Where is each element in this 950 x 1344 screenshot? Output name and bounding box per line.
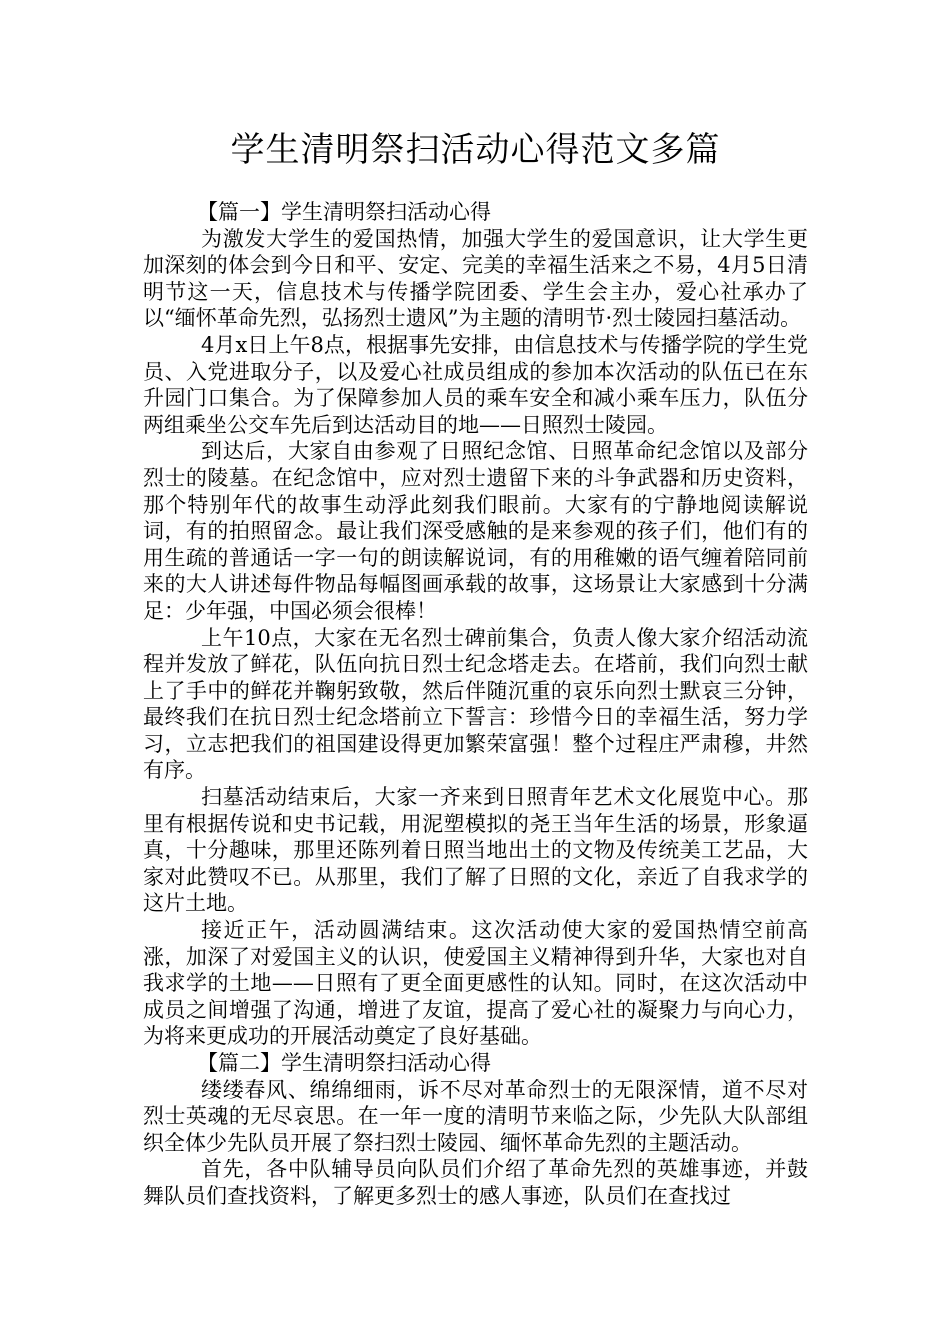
paragraph: 为激发大学生的爱国热情，加强大学生的爱国意识，让大学生更加深刻的体会到今日和平、安定、完美的幸福生活来之不易，4月5日清明节这一天，信息技术与传播学院团委、学生会主办，爱心社承办了以“缅怀革命先烈，弘扬烈士遗风”为主题的清明节·烈士陵园扫墓活动。 [143, 226, 808, 331]
paragraph: 首先，各中队辅导员向队员们介绍了革命先烈的英雄事迹，并鼓舞队员们查找资料，了解更多烈士的感人事迹，队员们在查找过 [143, 1157, 808, 1208]
paragraph: 到达后，大家自由参观了日照纪念馆、日照革命纪念馆以及部分烈士的陵墓。在纪念馆中，应对烈士遗留下来的斗争武器和历史资料，那个特别年代的故事生动浮此刻我们眼前。大家有的宁静地阅读解说词，有的拍照留念。最让我们深受感触的是来参观的孩子们，他们有的用生疏的普通话一字一句的朗读解说词，有的用稚嫩的语气缠着陪同前来的大人讲述每件物品每幅图画承载的故事，这场景让大家感到十分满足：少年强，中国必须会很棒！ [143, 439, 808, 623]
section-1 [143, 199, 808, 1050]
paragraph: 接近正午，活动圆满结束。这次活动使大家的爱国热情空前高涨，加深了对爱国主义的认识，使爱国主义精神得到升华，大家也对自我求学的土地——日照有了更全面更感性的认知。同时，在这次活动中成员之间增强了沟通，增进了友谊，提高了爱心社的凝聚力与向心力，为将来更成功的开展活动奠定了良好基础。 [143, 918, 808, 1049]
paragraph: 上午10点，大家在无名烈士碑前集合，负责人像大家介绍活动流程并发放了鲜花，队伍向抗日烈士纪念塔走去。在塔前，我们向烈士献上了手中的鲜花并鞠躬致敬，然后伴随沉重的哀乐向烈士默哀三分钟，最终我们在抗日烈士纪念塔前立下誓言：珍惜今日的幸福生活，努力学习，立志把我们的祖国建设得更加繁荣富强！整个过程庄严肃穆，井然有序。 [143, 625, 808, 783]
paragraph: 缕缕春风、绵绵细雨，诉不尽对革命烈士的无限深情，道不尽对烈士英魂的无尽哀思。在一年一度的清明节来临之际，少先队大队部组织全体少先队员开展了祭扫烈士陵园、缅怀革命先烈的主题活动。 [143, 1077, 808, 1155]
section-heading: 【篇二】学生清明祭扫活动心得 [197, 1051, 491, 1075]
document-title: 学生清明祭扫活动心得范文多篇 [230, 130, 721, 170]
document-body [143, 199, 808, 1210]
section-heading: 【篇一】学生清明祭扫活动心得 [197, 200, 491, 224]
paragraph: 扫墓活动结束后，大家一齐来到日照青年艺术文化展览中心。那里有根据传说和史书记载，用泥塑模拟的尧王当年生活的场景，形象逼真，十分趣味，那里还陈列着日照当地出土的文物及传统美工艺品，大家对此赞叹不已。从那里，我们了解了日照的文化，亲近了自我求学的这片土地。 [143, 785, 808, 916]
paragraph: 4月x日上午8点，根据事先安排，由信息技术与传播学院的学生党员、入党进取分子，以及爱心社成员组成的参加本次活动的队伍已在东升园门口集合。为了保障参加人员的乘车安全和减小乘车压力，队伍分两组乘坐公交车先后到达活动目的地——日照烈士陵园。 [143, 332, 808, 437]
section-2 [143, 1050, 808, 1210]
